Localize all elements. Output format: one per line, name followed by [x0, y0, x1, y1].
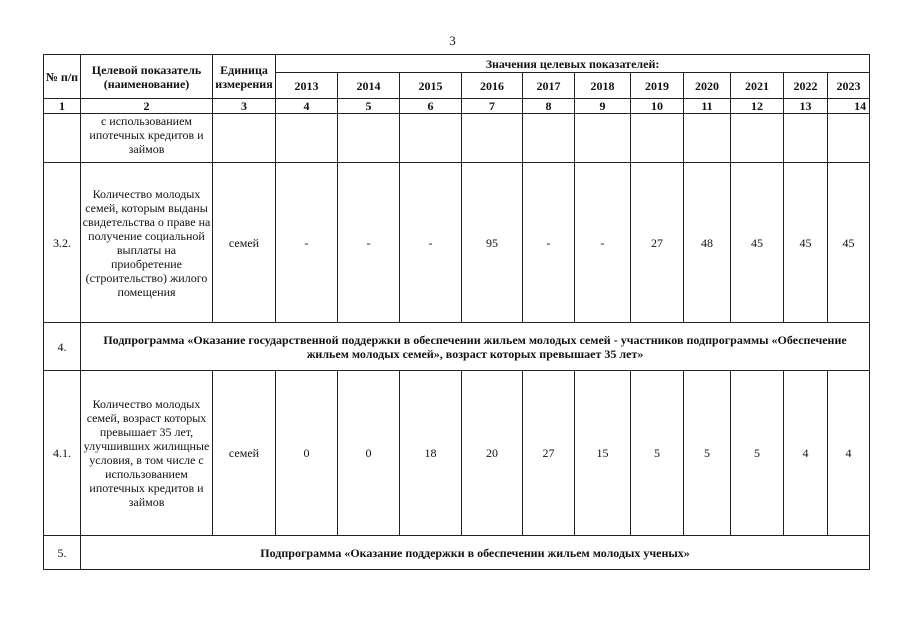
value-cell: 4 — [784, 371, 828, 536]
subprogram-row-4 — [44, 323, 870, 371]
column-number: 3 — [213, 99, 276, 114]
row-num: 4. — [44, 323, 81, 371]
value-cell: 0 — [276, 371, 338, 536]
header-year: 2023 — [828, 73, 870, 99]
header-year: 2015 — [400, 73, 462, 99]
value-cell: 5 — [731, 371, 784, 536]
column-number: 1 — [44, 99, 81, 114]
row-unit: семей — [213, 371, 276, 536]
value-cell: - — [400, 163, 462, 323]
column-number: 7 — [462, 99, 523, 114]
column-number: 14 — [828, 99, 870, 114]
page-number: 3 — [449, 33, 456, 48]
column-number: 2 — [81, 99, 213, 114]
subprogram-row-5 — [44, 536, 870, 570]
subprogram-title: Подпрограмма «Оказание государственной поддержки в обеспечении жильем молодых семей - участников подпрограммы «Обеспечение жильем молодых семей», возраст которых превышает 35 лет» — [81, 323, 870, 371]
value-cell: - — [575, 163, 631, 323]
value-cell: 0 — [338, 371, 400, 536]
value-cell: 5 — [684, 371, 731, 536]
target-indicators-table — [43, 54, 870, 570]
header-unit: Единица измерения — [213, 55, 276, 99]
header-year: 2019 — [631, 73, 684, 99]
header-year: 2021 — [731, 73, 784, 99]
header-year: 2022 — [784, 73, 828, 99]
value-cell: - — [338, 163, 400, 323]
value-cell: - — [523, 163, 575, 323]
row-num: 5. — [44, 536, 81, 570]
column-number: 13 — [784, 99, 828, 114]
column-number: 9 — [575, 99, 631, 114]
value-cell: 18 — [400, 371, 462, 536]
table-row-continuation — [44, 114, 870, 163]
value-cell: 27 — [631, 163, 684, 323]
header-year: 2017 — [523, 73, 575, 99]
header-year: 2020 — [684, 73, 731, 99]
row-indicator-name: Количество молодых семей, возраст которых превышает 35 лет, улучшивших жилищные условия, в том числе с использованием ипотечных кредитов и займов — [81, 371, 213, 536]
column-number: 6 — [400, 99, 462, 114]
header-year: 2018 — [575, 73, 631, 99]
value-cell: 45 — [731, 163, 784, 323]
table-row-4-1 — [44, 371, 870, 536]
header-year: 2013 — [276, 73, 338, 99]
value-cell: 4 — [828, 371, 870, 536]
row-unit: семей — [213, 163, 276, 323]
table-row-3-2 — [44, 163, 870, 323]
row-num-empty — [44, 114, 81, 163]
column-number: 8 — [523, 99, 575, 114]
value-cell: 45 — [784, 163, 828, 323]
column-number: 11 — [684, 99, 731, 114]
subprogram-title: Подпрограмма «Оказание поддержки в обеспечении жильем молодых ученых» — [81, 536, 870, 570]
column-number: 4 — [276, 99, 338, 114]
value-cell: 5 — [631, 371, 684, 536]
column-number: 12 — [731, 99, 784, 114]
column-number: 10 — [631, 99, 684, 114]
value-cell: 20 — [462, 371, 523, 536]
header-indicator: Целевой показатель (наименование) — [81, 55, 213, 99]
row-indicator-name: Количество молодых семей, которым выданы свидетельства о праве на получение социальной выплаты на приобретение (строительство) жилого помещения — [81, 163, 213, 323]
value-cell: 45 — [828, 163, 870, 323]
header-num: № п/п — [44, 55, 81, 99]
row-num: 3.2. — [44, 163, 81, 323]
header-year: 2016 — [462, 73, 523, 99]
header-year: 2014 — [338, 73, 400, 99]
column-number: 5 — [338, 99, 400, 114]
value-cell: 48 — [684, 163, 731, 323]
row-num: 4.1. — [44, 371, 81, 536]
value-cell: 27 — [523, 371, 575, 536]
row-indicator-name: с использованием ипотечных кредитов и займов — [81, 114, 213, 163]
value-cell: - — [276, 163, 338, 323]
header-values-title: Значения целевых показателей: — [276, 55, 870, 73]
value-cell: 95 — [462, 163, 523, 323]
value-cell: 15 — [575, 371, 631, 536]
